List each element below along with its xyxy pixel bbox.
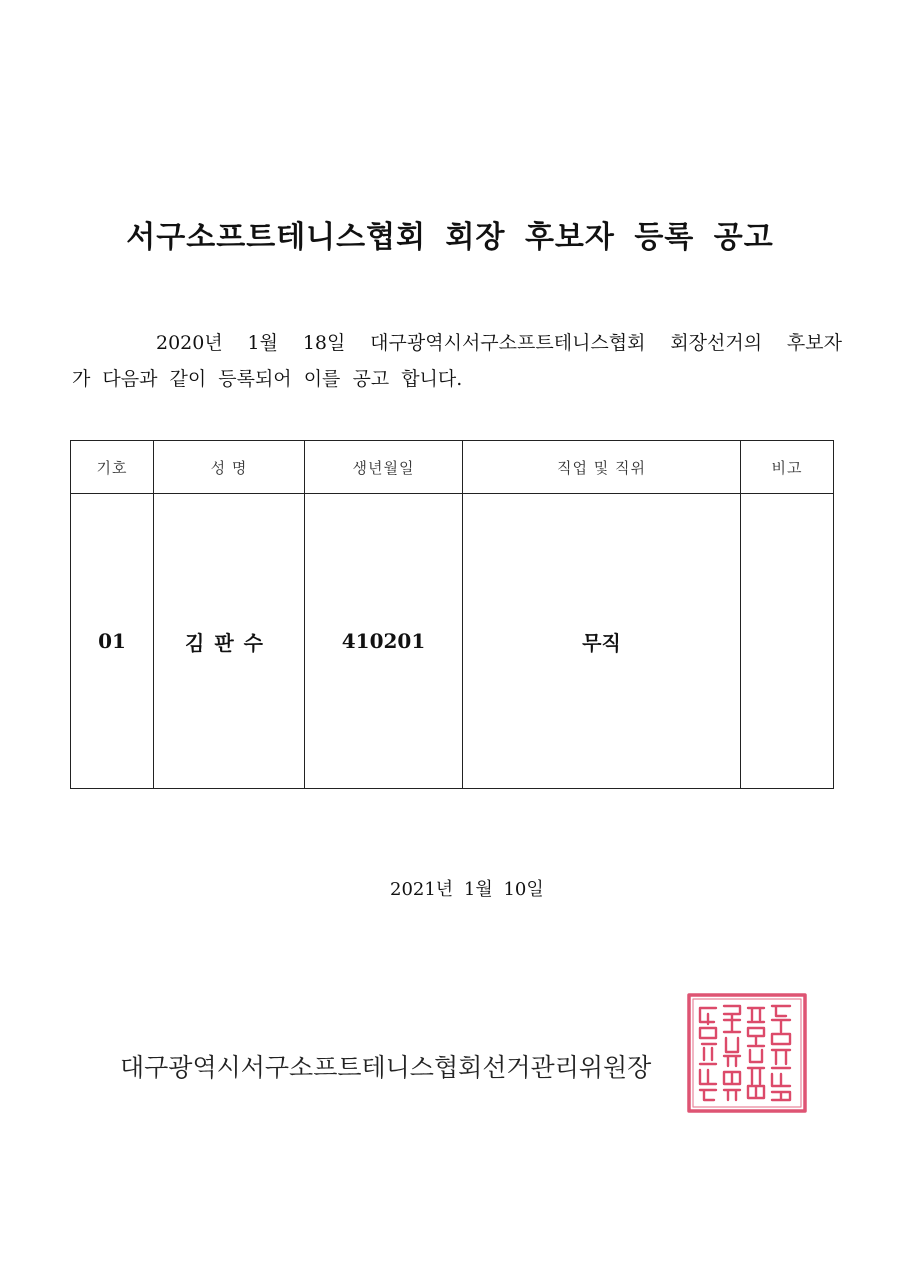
header-remarks: 비고: [741, 441, 834, 494]
signatory-title: 대구광역시서구소프트테니스협회선거관리위원장: [120, 1053, 652, 1082]
cell-occupation: 무직: [463, 494, 741, 789]
document-title: 서구소프트테니스협회 회장 후보자 등록 공고: [126, 220, 774, 255]
cell-remarks: [741, 494, 834, 789]
cell-number: 01: [71, 494, 154, 789]
header-number: 기호: [71, 441, 154, 494]
header-name: 성 명: [154, 441, 305, 494]
body-text-line-1: 2020년 1월 18일 대구광역시서구소프트테니스협회 회장선거의 후보자: [156, 332, 842, 354]
announcement-date: 2021년 1월 10일: [390, 879, 544, 900]
body-text-line-2: 가 다음과 같이 등록되어 이를 공고 합니다.: [72, 368, 463, 390]
cell-birthdate: 410201: [305, 494, 463, 789]
table-row: [71, 494, 834, 789]
official-seal-icon: [686, 992, 808, 1114]
cell-name: 김판수: [154, 494, 305, 789]
header-birthdate: 생년월일: [305, 441, 463, 494]
candidate-table: [70, 440, 834, 789]
header-occupation: 직업 및 직위: [463, 441, 741, 494]
table-header-row: [71, 441, 834, 494]
